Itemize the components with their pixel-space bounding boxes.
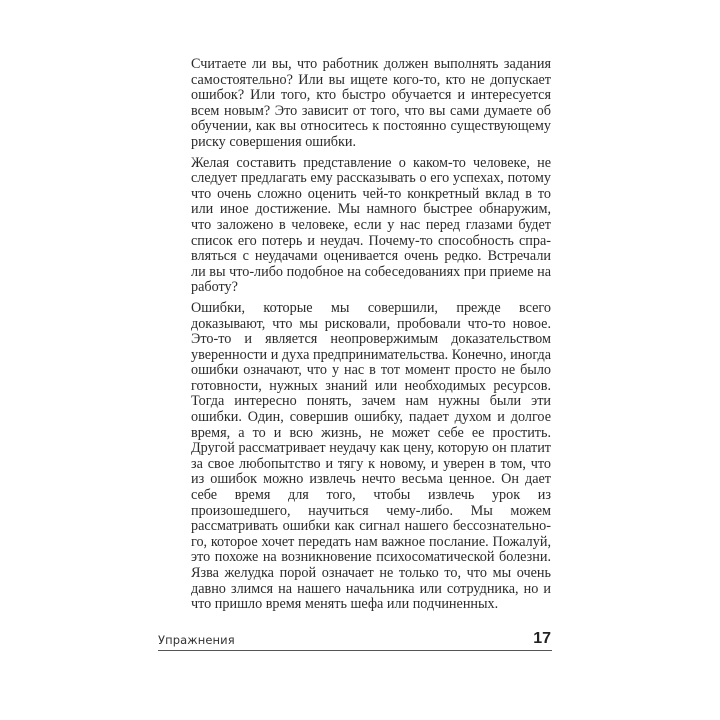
- paragraph-3: Ошибки, которые мы совершили, прежде всего доказывают, что мы рисковали, пробовали что-то новое. Это-то и является неопровержимым доказательством уверенности и духа предпринимательства. Конечно, иногда ошибки означают, что у нас в тот момент просто не было готовности, нужных знаний или необходимых ресурсов. Тогда интересно понять, зачем нам нужны были эти ошибки. Один, совершив ошибку, падает духом и долгое время, а то и всю жизнь, не может себе ее простить. Другой рассматривает неудачу как цену, которую он платит за свое любопытство и тягу к новому, и уверен в том, что из ошибок можно извлечь нечто весьма ценное. Он дает себе время для того, чтобы извлечь урок из произошедшего, научиться чему-либо. Мы можем рассматривать ошибки как сигнал нашего бессознательного, которое хочет передать нам важное послание. Пожалуй, это похоже на возникновение психосоматической болезни. Язва желудка порой означает не только то, что мы очень давно злимся на нашего начальника или сотрудника, но и что пришло время менять шефа или подчиненных.: [191, 299, 551, 613]
- running-footer-title: Упражнения: [158, 633, 235, 647]
- paragraph-1: Считаете ли вы, что работник должен выполнять задания самостоятельно? Или вы ищете кого-то, кто не допускает ошибок? Или того, кто быстро обучается и интересуется всем новым? Это зависит от того, что вы сами думаете об обучении, как вы относитесь к постоянно существующему риску совершения ошибки.: [191, 56, 551, 150]
- page-footer: [158, 628, 552, 651]
- paragraph-2: Желая составить представление о каком-то человеке, не следует предлагать ему рассказывать о его успехах, потому что очень сложно оценить чей-то конкретный вклад в то или иное достижение. Мы намного быстрее обнаружим, что заложено в человеке, если у нас перед глазами будет список его потерь и неудач. Почему-то способность справляться с неудачами оценивается очень редко. Встречали ли вы что-либо подобное на собеседованиях при приеме на работу?: [191, 154, 551, 296]
- body-text: [191, 57, 551, 618]
- page-number: 17: [533, 630, 551, 647]
